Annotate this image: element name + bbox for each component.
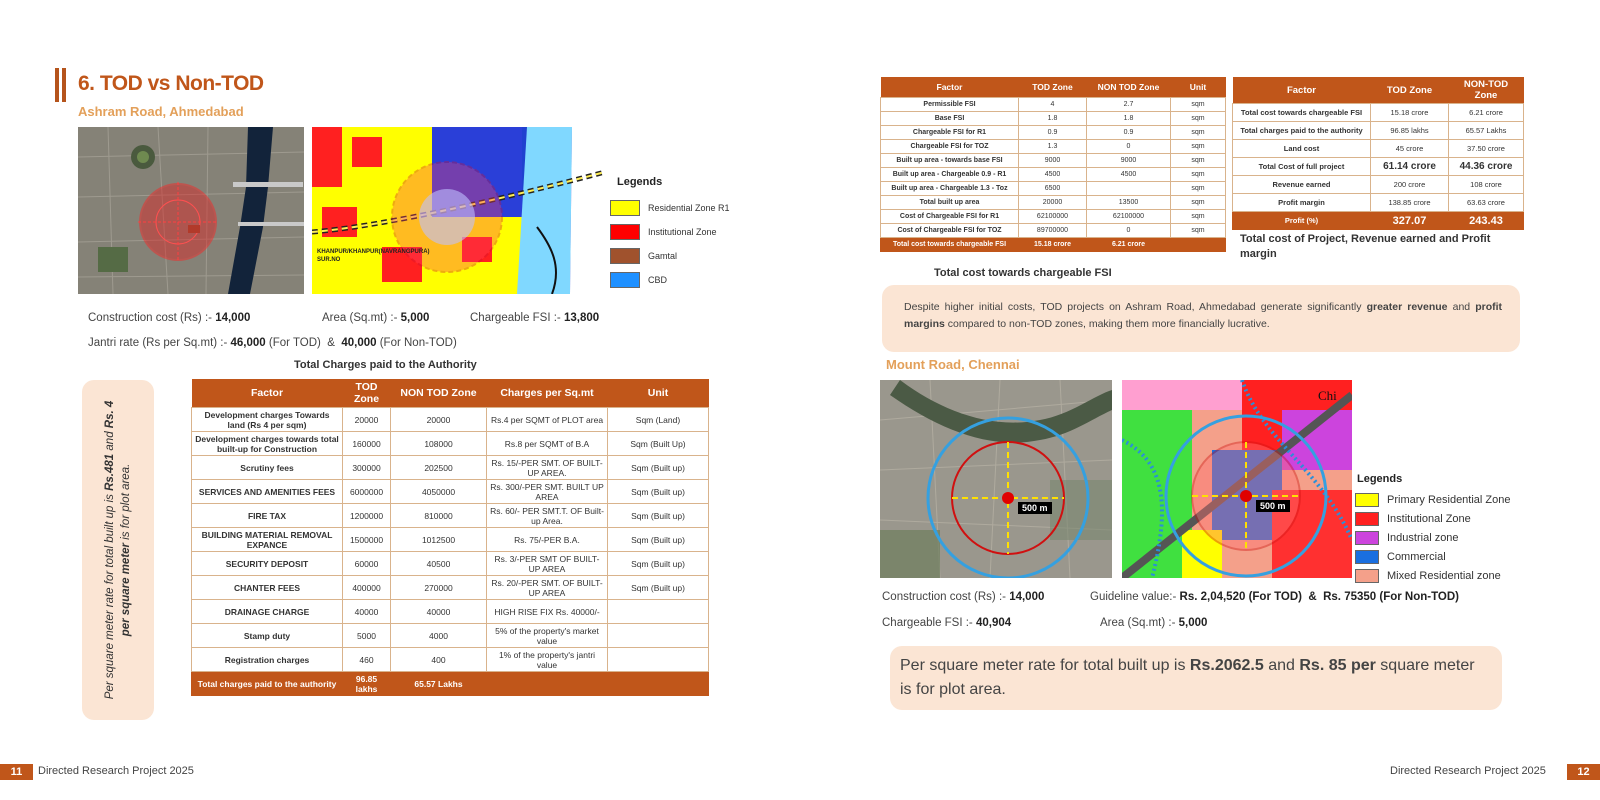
factor-cell: Permissible FSI <box>881 97 1019 111</box>
charges-table <box>191 379 709 696</box>
value-cell: 62100000 <box>1019 209 1087 223</box>
fsi-table-caption: Total cost towards chargeable FSI <box>934 267 1112 279</box>
section-title: 6. TOD vs Non-TOD <box>78 72 264 95</box>
ashram-satellite-map <box>78 127 304 294</box>
value-cell: 4 <box>1019 97 1087 111</box>
value-cell: 40000 <box>343 600 391 624</box>
value-cell: 15.18 crore <box>1371 104 1449 122</box>
total-row <box>1233 212 1524 230</box>
header-cell: NON TOD Zone <box>391 379 487 408</box>
factor-cell: Base FSI <box>881 111 1019 125</box>
value-cell: 62100000 <box>1087 209 1171 223</box>
total-value-cell: 15.18 crore <box>1019 237 1087 251</box>
table-row <box>192 528 709 552</box>
chennai-note-box <box>890 646 1502 710</box>
header-cell: Charges per Sq.mt <box>487 379 608 408</box>
chennai-legend-title: Legends <box>1357 473 1403 485</box>
value-cell: 1012500 <box>391 528 487 552</box>
ashram-legend <box>610 196 730 292</box>
value-cell: 9000 <box>1019 153 1087 167</box>
value-cell: Sqm (Built Up) <box>608 432 709 456</box>
left-footer-text: Directed Research Project 2025 <box>38 765 194 777</box>
table-row <box>881 167 1226 181</box>
legend-label: Industrial zone <box>1387 531 1459 544</box>
value-cell: sqm <box>1171 111 1226 125</box>
ashram-jantri-rate: Jantri rate (Rs per Sq.mt) :- 46,000 (For TOD) & 40,000 (For Non-TOD) <box>88 337 457 349</box>
total-value-cell: 65.57 Lakhs <box>391 672 487 696</box>
factor-cell: CHANTER FEES <box>192 576 343 600</box>
table-row <box>881 97 1226 111</box>
value-cell: Sqm (Built up) <box>608 480 709 504</box>
chennai-satellite-map <box>880 380 1112 578</box>
chennai-zoning-map <box>1122 380 1352 578</box>
header-cell: Unit <box>1171 77 1226 97</box>
value-cell: 200 crore <box>1371 176 1449 194</box>
legend-item-gamtal <box>610 244 730 268</box>
factor-cell: Profit margin <box>1233 194 1371 212</box>
factor-cell: Total Cost of full project <box>1233 158 1371 176</box>
title-accent-bar <box>55 68 67 102</box>
header-cell: Unit <box>608 379 709 408</box>
value-cell: Sqm (Land) <box>608 408 709 432</box>
factor-cell: Cost of Chargeable FSI for TOZ <box>881 223 1019 237</box>
factor-cell: Development charges Towards land (Rs 4 per sqm) <box>192 408 343 432</box>
table-row <box>192 600 709 624</box>
value-cell: sqm <box>1171 125 1226 139</box>
legend-label: Institutional Zone <box>648 227 717 237</box>
value-cell: HIGH RISE FIX Rs. 40000/- <box>487 600 608 624</box>
value-cell: 0 <box>1087 223 1171 237</box>
value-cell: 61.14 crore <box>1371 158 1449 176</box>
value-cell: 44.36 crore <box>1449 158 1524 176</box>
value-cell: 37.50 crore <box>1449 140 1524 158</box>
legend-label: Mixed Residential zone <box>1387 569 1501 582</box>
legend-label: Commercial <box>1387 550 1446 563</box>
legend-item-primary-residential <box>1355 490 1511 509</box>
header-cell: TOD Zone <box>1371 77 1449 104</box>
value-cell: 300000 <box>343 456 391 480</box>
legend-label: Primary Residential Zone <box>1387 493 1511 506</box>
table-row <box>881 139 1226 153</box>
value-cell: sqm <box>1171 153 1226 167</box>
total-label-cell: Total cost towards chargeable FSI <box>881 237 1019 251</box>
value-cell: sqm <box>1171 139 1226 153</box>
value-cell: sqm <box>1171 195 1226 209</box>
table-row <box>192 432 709 456</box>
factor-cell: SERVICES AND AMENITIES FEES <box>192 480 343 504</box>
legend-swatch <box>610 248 640 264</box>
factor-cell: FIRE TAX <box>192 504 343 528</box>
table-row <box>881 111 1226 125</box>
table-row <box>1233 176 1524 194</box>
value-cell: 65.57 Lakhs <box>1449 122 1524 140</box>
zoning-map-label: KHANPUR/KHANPUR(NAVRANGPURA) SUR.NO <box>317 249 430 263</box>
factor-cell: Total cost towards chargeable FSI <box>1233 104 1371 122</box>
factor-cell: Built up area - towards base FSI <box>881 153 1019 167</box>
legend-item-industrial <box>1355 528 1511 547</box>
right-page-number: 12 <box>1567 764 1600 780</box>
table-row <box>192 552 709 576</box>
factor-cell: Chargeable FSI for R1 <box>881 125 1019 139</box>
value-cell: sqm <box>1171 223 1226 237</box>
legend-label: Gamtal <box>648 251 678 261</box>
value-cell: 63.63 crore <box>1449 194 1524 212</box>
value-cell: Rs. 300/-PER SMT. BUILT UP AREA <box>487 480 608 504</box>
value-cell <box>1087 181 1171 195</box>
factor-cell: Land cost <box>1233 140 1371 158</box>
value-cell: Sqm (Built up) <box>608 552 709 576</box>
chennai-area: Area (Sq.mt) :- 5,000 <box>1100 617 1208 629</box>
ashram-construction-cost: Construction cost (Rs) :- 14,000 <box>88 312 251 324</box>
value-cell: 202500 <box>391 456 487 480</box>
factor-cell: Cost of Chargeable FSI for R1 <box>881 209 1019 223</box>
header-cell: Factor <box>1233 77 1371 104</box>
legend-item-institutional <box>1355 509 1511 528</box>
left-page-number: 11 <box>0 764 33 780</box>
table-row <box>1233 122 1524 140</box>
value-cell: Sqm (Built up) <box>608 576 709 600</box>
legend-item-cbd <box>610 268 730 292</box>
value-cell: 2.7 <box>1087 97 1171 111</box>
header-cell: Factor <box>192 379 343 408</box>
value-cell: 1500000 <box>343 528 391 552</box>
table-row <box>881 125 1226 139</box>
chennai-map-text: Chi <box>1318 388 1337 403</box>
total-value-cell: 96.85 lakhs <box>343 672 391 696</box>
value-cell: Rs. 75/-PER B.A. <box>487 528 608 552</box>
value-cell: Rs.4 per SQMT of PLOT area <box>487 408 608 432</box>
header-cell: TOD Zone <box>1019 77 1087 97</box>
value-cell: 4500 <box>1019 167 1087 181</box>
value-cell: 400000 <box>343 576 391 600</box>
legend-swatch <box>610 200 640 216</box>
factor-cell: Built up area - Chargeable 1.3 - Toz <box>881 181 1019 195</box>
value-cell: 460 <box>343 648 391 672</box>
value-cell: 60000 <box>343 552 391 576</box>
value-cell: 40000 <box>391 600 487 624</box>
total-value-cell: 6.21 crore <box>1087 237 1171 251</box>
chennai-chargeable-fsi: Chargeable FSI :- 40,904 <box>882 617 1012 629</box>
table-row <box>881 153 1226 167</box>
total-label-cell: Total charges paid to the authority <box>192 672 343 696</box>
value-cell: 5000 <box>343 624 391 648</box>
table-row <box>192 576 709 600</box>
factor-cell: Chargeable FSI for TOZ <box>881 139 1019 153</box>
header-cell: Factor <box>881 77 1019 97</box>
legend-item-commercial <box>1355 547 1511 566</box>
right-footer-text: Directed Research Project 2025 <box>1390 765 1546 777</box>
legend-item-institutional <box>610 220 730 244</box>
table-row <box>881 209 1226 223</box>
legend-label: Residential Zone R1 <box>648 203 730 213</box>
value-cell: 400 <box>391 648 487 672</box>
factor-cell: BUILDING MATERIAL REMOVAL EXPANCE <box>192 528 343 552</box>
value-cell: sqm <box>1171 97 1226 111</box>
table-row <box>881 223 1226 237</box>
factor-cell: Stamp duty <box>192 624 343 648</box>
value-cell: 89700000 <box>1019 223 1087 237</box>
chennai-guideline-value: Guideline value:- Rs. 2,04,520 (For TOD) & Rs. 75350 (For Non-TOD) <box>1090 591 1460 603</box>
legend-item-mixed-residential <box>1355 566 1511 585</box>
header-cell: TOD Zone <box>343 379 391 408</box>
factor-cell: DRAINAGE CHARGE <box>192 600 343 624</box>
fsi-table <box>880 77 1226 252</box>
factor-cell: Revenue earned <box>1233 176 1371 194</box>
table-row <box>1233 140 1524 158</box>
legend-swatch <box>1355 569 1379 583</box>
total-value-cell: 327.07 <box>1371 212 1449 230</box>
chennai-subtitle: Mount Road, Chennai <box>886 357 1020 372</box>
value-cell: 0 <box>1087 139 1171 153</box>
value-cell: Rs. 60/- PER SMT.T. OF Built-up Area. <box>487 504 608 528</box>
value-cell: 810000 <box>391 504 487 528</box>
total-value-cell <box>1171 237 1226 251</box>
value-cell: 45 crore <box>1371 140 1449 158</box>
table-row <box>192 408 709 432</box>
table-row <box>881 181 1226 195</box>
legend-swatch <box>1355 531 1379 545</box>
chennai-satellite-radius-label: 500 m <box>1018 502 1052 514</box>
table-row <box>192 504 709 528</box>
value-cell: 1.8 <box>1019 111 1087 125</box>
value-cell: 0.9 <box>1019 125 1087 139</box>
value-cell: 1200000 <box>343 504 391 528</box>
value-cell: 40500 <box>391 552 487 576</box>
value-cell: 13500 <box>1087 195 1171 209</box>
value-cell: 270000 <box>391 576 487 600</box>
total-value-cell: 243.43 <box>1449 212 1524 230</box>
value-cell: 20000 <box>391 408 487 432</box>
value-cell: 6.21 crore <box>1449 104 1524 122</box>
factor-cell: Total charges paid to the authority <box>1233 122 1371 140</box>
value-cell <box>608 624 709 648</box>
value-cell: sqm <box>1171 181 1226 195</box>
value-cell: Sqm (Built up) <box>608 504 709 528</box>
profit-table <box>1232 77 1524 230</box>
value-cell: 9000 <box>1087 153 1171 167</box>
factor-cell: Registration charges <box>192 648 343 672</box>
table-row <box>1233 104 1524 122</box>
value-cell: Rs. 20/-PER SMT. OF BUILT-UP AREA <box>487 576 608 600</box>
chennai-zoning-radius-label: 500 m <box>1256 500 1290 512</box>
table-row <box>881 195 1226 209</box>
table-row <box>1233 194 1524 212</box>
factor-cell: Scrutiny fees <box>192 456 343 480</box>
factor-cell: Development charges towards total built-up for Construction <box>192 432 343 456</box>
total-label-cell: Profit (%) <box>1233 212 1371 230</box>
summary-text: Despite higher initial costs, TOD projects on Ashram Road, Ahmedabad generate significantly greater revenue and profit margins compared to non-TOD zones, making them more financially lucrative. <box>904 301 1503 330</box>
legend-swatch <box>1355 493 1379 507</box>
value-cell: 6500 <box>1019 181 1087 195</box>
value-cell: 138.85 crore <box>1371 194 1449 212</box>
legend-swatch <box>1355 512 1379 526</box>
value-cell: Rs. 15/-PER SMT. OF BUILT-UP AREA. <box>487 456 608 480</box>
value-cell: 96.85 lakhs <box>1371 122 1449 140</box>
value-cell: Rs. 3/-PER SMT OF BUILT-UP AREA <box>487 552 608 576</box>
table-row <box>192 648 709 672</box>
value-cell: 5% of the property's market value <box>487 624 608 648</box>
value-cell: Sqm (Built up) <box>608 456 709 480</box>
charges-table-header <box>192 379 709 408</box>
profit-table-caption: Total cost of Project, Revenue earned and Profit margin <box>1240 233 1491 260</box>
value-cell: 6000000 <box>343 480 391 504</box>
value-cell: 20000 <box>1019 195 1087 209</box>
legend-label: CBD <box>648 275 668 285</box>
table-row <box>192 624 709 648</box>
table-row <box>192 480 709 504</box>
total-row <box>192 672 709 696</box>
value-cell: 4000 <box>391 624 487 648</box>
table-row <box>1233 158 1524 176</box>
profit-table-header <box>1233 77 1524 104</box>
value-cell <box>608 600 709 624</box>
total-value-cell <box>487 672 608 696</box>
ashram-chargeable-fsi: Chargeable FSI :- 13,800 <box>470 312 600 324</box>
value-cell: sqm <box>1171 209 1226 223</box>
factor-cell: Total built up area <box>881 195 1019 209</box>
value-cell: 4050000 <box>391 480 487 504</box>
chennai-legend <box>1355 490 1511 585</box>
chennai-note: Per square meter rate for total built up is Rs.2062.5 and Rs. 85 per square meter is for plot area. <box>900 657 1475 698</box>
value-cell: 1.3 <box>1019 139 1087 153</box>
ashram-side-note-box <box>82 380 154 720</box>
legend-swatch <box>610 272 640 288</box>
charges-table-title: Total Charges paid to the Authority <box>294 359 477 371</box>
value-cell: 1.8 <box>1087 111 1171 125</box>
legend-label: Institutional Zone <box>1387 512 1471 525</box>
fsi-table-header <box>881 77 1226 97</box>
ashram-subtitle: Ashram Road, Ahmedabad <box>78 104 244 119</box>
value-cell: 4500 <box>1087 167 1171 181</box>
legend-swatch <box>610 224 640 240</box>
legend-item-residential <box>610 196 730 220</box>
legend-swatch <box>1355 550 1379 564</box>
total-row <box>881 237 1226 251</box>
header-cell: NON TOD Zone <box>1087 77 1171 97</box>
factor-cell: SECURITY DEPOSIT <box>192 552 343 576</box>
value-cell: 160000 <box>343 432 391 456</box>
total-value-cell <box>608 672 709 696</box>
value-cell: 1% of the property's jantri value <box>487 648 608 672</box>
factor-cell: Built up area - Chargeable 0.9 - R1 <box>881 167 1019 181</box>
header-cell: NON-TOD Zone <box>1449 77 1524 104</box>
value-cell <box>608 648 709 672</box>
value-cell: Rs.8 per SQMT of B.A <box>487 432 608 456</box>
ashram-zoning-map <box>312 127 605 294</box>
summary-box <box>882 285 1520 352</box>
ashram-area: Area (Sq.mt) :- 5,000 <box>322 312 430 324</box>
ashram-legend-title: Legends <box>617 176 663 188</box>
value-cell: 0.9 <box>1087 125 1171 139</box>
value-cell: 108 crore <box>1449 176 1524 194</box>
ashram-side-note: Per square meter rate for total built up is Rs.481 and Rs. 4 per square meter is for plot area. <box>104 400 132 700</box>
table-row <box>192 456 709 480</box>
value-cell: 20000 <box>343 408 391 432</box>
value-cell: sqm <box>1171 167 1226 181</box>
chennai-construction-cost: Construction cost (Rs) :- 14,000 <box>882 591 1045 603</box>
value-cell: 108000 <box>391 432 487 456</box>
value-cell: Sqm (Built up) <box>608 528 709 552</box>
